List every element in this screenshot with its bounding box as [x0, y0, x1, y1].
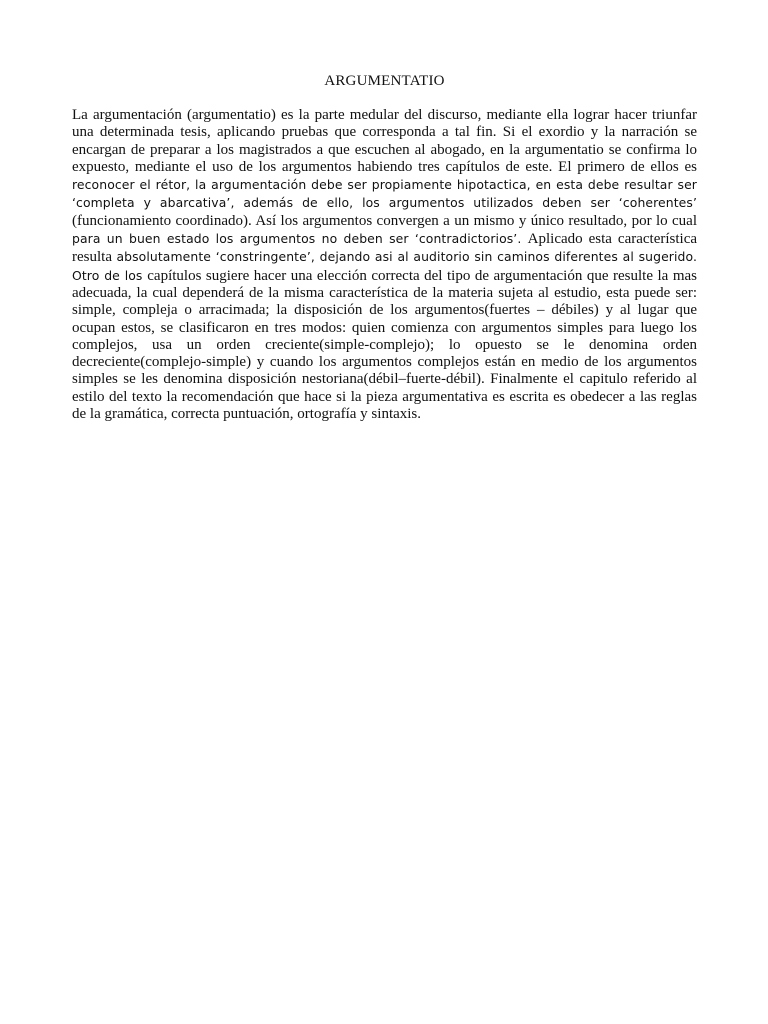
paragraph-segment: La argumentación (argumentatio) es la parte medular del discurso, mediante ella lograr hacer triunfar una determinada tesis, aplicando pruebas que corresponda a tal fin. Si el exordio y la narración se encargan de preparar a los magistrados a que escuchen al abogado, en la argumentatio se confirma lo expuesto, mediante el uso de los argumentos habiendo tres capítulos de este. El primero de ellos es	[72, 107, 697, 175]
paragraph-segment: para un buen estado los argumentos no deben ser ‘contradictorios’.	[72, 231, 528, 247]
paragraph-segment: (funcionamiento coordinado). Así los argumentos convergen a un mismo y único resultado, por lo cual	[72, 212, 697, 229]
paragraph-segment: Aplicado esta característica resulta	[72, 231, 698, 266]
document-title: ARGUMENTATIO	[324, 73, 445, 89]
paragraph-segment: capítulos sugiere hacer una elección correcta del tipo de argumentación que resulte la mas adecuada, la cual dependerá de la misma característica de la materia sujeta al estudio, esta puede ser: simple, compleja o arracimada; la disposición de los argumentos(fuertes – débiles) y al lugar que ocupan estos, se clasificaron en tres modos: quien comienza con argumentos simples para luego los complejos, usa un orden creciente(simple-complejo); lo opuesto se le denomina orden decreciente(complejo-simple) y cuando los argumentos complejos están en medio de los argumentos simples se les denomina disposición nestoriana(débil–fuerte-débil). Finalmente el capitulo referido al estilo del texto la recomendación que hace si la pieza argumentativa es escrita es obedecer a las reglas de la gramática, correcta puntuación, ortografía y sintaxis.	[72, 267, 697, 423]
paragraph-segment: absolutamente ‘constringente’, dejando asi al auditorio sin caminos diferentes al sugerido. Otro de los	[72, 249, 698, 283]
body-paragraph	[72, 107, 697, 423]
paragraph-segment: reconocer el rétor, la argumentación debe ser propiamente hipotactica, en esta debe resultar ser ‘completa y abarcativa’, además de ello, los argumentos utilizados deben ser ‘coherentes’	[72, 177, 697, 211]
document-page	[72, 72, 697, 423]
